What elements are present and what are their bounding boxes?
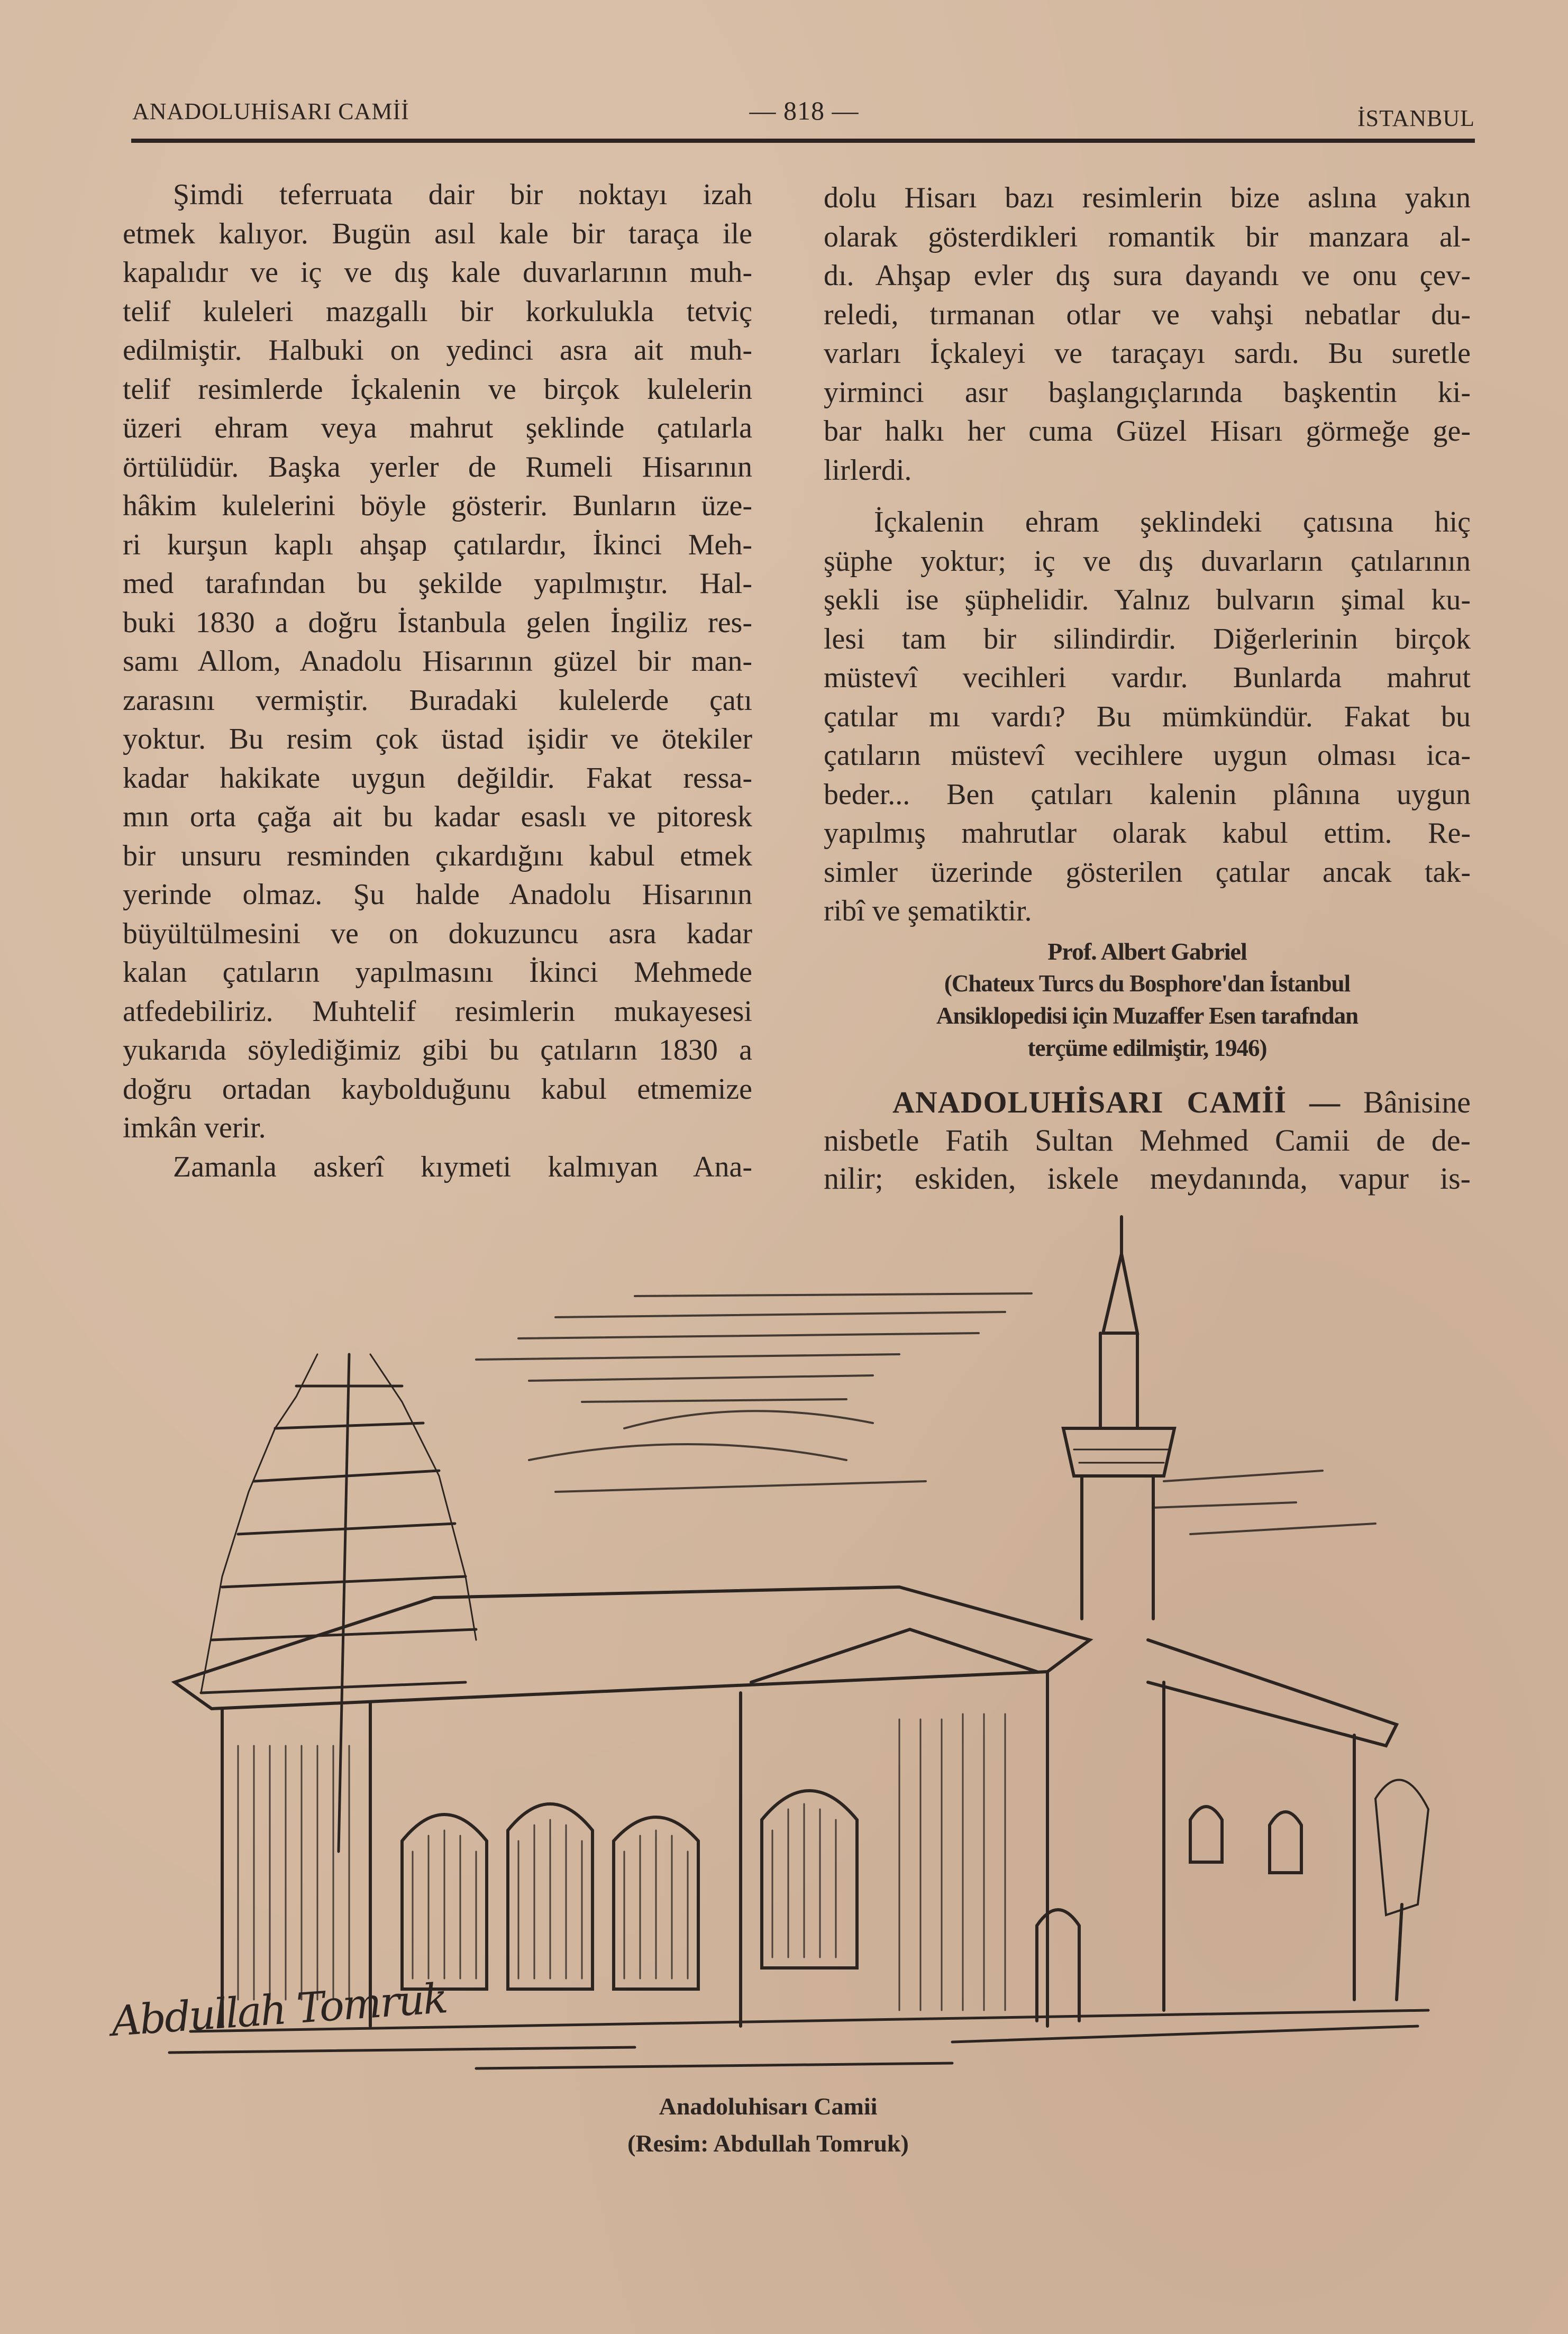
text-line: simler üzerinde gösterilen çatılar ancak tak-: [824, 855, 1471, 889]
text-line: dolu Hisarı bazı resimlerin bize aslına yakın: [824, 181, 1471, 214]
running-header-section: İSTANBUL: [1357, 105, 1475, 131]
text-line: kalan çatıların yapılmasını İkinci Mehmede: [123, 956, 752, 989]
text-line: ribî ve şematiktir.: [824, 895, 1032, 927]
figure-caption-title: Anadoluhisarı Camii: [659, 2093, 878, 2120]
entry-dash: —: [1309, 1084, 1341, 1119]
entry-heading: ANADOLUHİSARI CAMİİ: [892, 1084, 1287, 1119]
text-line: dı. Ahşap evler dış sura dayandı ve onu çev-: [824, 259, 1471, 292]
text-line: müstevî vecihleri vardır. Bunlarda mahrut: [824, 661, 1471, 694]
tree-drawing: [201, 1354, 476, 1852]
text-line: örtülüdür. Başka yerler de Rumeli Hisarının: [123, 450, 752, 484]
text-line: reledi, tırmanan otlar ve vahşi nebatlar du-: [824, 298, 1471, 331]
text-line: mın orta çağa ait bu kadar esaslı ve pitoresk: [123, 800, 752, 833]
text-line: bir unsuru resminden çıkardığını kabul etmek: [123, 839, 752, 872]
text-line: lirlerdi.: [824, 453, 912, 487]
text-line: olarak gösterdikleri romantik bir manzara al-: [824, 220, 1471, 253]
sky-hatching: [476, 1293, 1375, 1534]
text-line: buki 1830 a doğru İstanbula gelen İngiliz res-: [123, 606, 752, 639]
text-line: ri kurşun kaplı ahşap çatılardır, İkinci Meh-: [123, 528, 752, 561]
text-line: çatıların müstevî vecihlere uygun olması ica-: [824, 739, 1471, 772]
text-line: şekli ise şüphelidir. Yalnız bulvarın şimal ku-: [824, 584, 1471, 616]
text-line: yerinde olmaz. Şu halde Anadolu Hisarının: [123, 878, 752, 911]
source-line: terçüme edilmiştir, 1946): [1027, 1034, 1267, 1061]
text-line: Şimdi teferruata dair bir noktayı izah: [173, 178, 752, 211]
text-line: kadar hakikate uygun değildir. Fakat ressa-: [123, 761, 752, 795]
text-line: yukarıda söylediğimiz gibi bu çatıların 1830 a: [123, 1034, 752, 1066]
source-line: (Chateux Turcs du Bosphore'dan İstanbul: [944, 970, 1351, 997]
text-line: yirminci asır başlangıçlarında başkentin ki-: [824, 376, 1471, 409]
text-line: imkân verir.: [123, 1111, 266, 1144]
text-line: telif kuleleri mazgallı bir korkulukla tetviç: [123, 295, 752, 328]
artist-signature: Abdullah Tomruk: [110, 1974, 448, 2046]
mosque-building-drawing: [175, 1587, 1428, 2026]
text-line: İçkalenin ehram şeklindeki çatısına hiç: [874, 506, 1471, 539]
text-line: med tarafından bu şekilde yapılmıştır. Hal-: [123, 567, 752, 600]
text-line: yoktur. Bu resim çok üstad işidir ve ötekiler: [123, 723, 752, 755]
entry-line: nilir; eskiden, iskele meydanında, vapur is-: [824, 1161, 1471, 1196]
text-line: lesi tam bir silindirdir. Diğerlerinin birçok: [824, 622, 1471, 655]
entry-line: nisbetle Fatih Sultan Mehmed Camii de de-: [824, 1123, 1471, 1157]
text-line: bar halkı her cuma Güzel Hisarı görmeğe ge-: [824, 415, 1471, 448]
text-line: yapılmış mahrutlar olarak kabul ettim. Re-: [824, 817, 1471, 850]
text-line: çatılar mı vardı? Bu mümkündür. Fakat bu: [824, 700, 1471, 733]
text-line: şüphe yoktur; iç ve dış duvarların çatılarının: [824, 544, 1471, 578]
source-line: Ansiklopedisi için Muzaffer Esen tarafndan: [936, 1002, 1359, 1029]
text-line: Zamanla askerî kıymeti kalmıyan Ana-: [173, 1150, 752, 1183]
text-line: üzeri ehram veya mahrut şeklinde çatılarla: [123, 412, 752, 444]
article-author: Prof. Albert Gabriel: [1047, 937, 1247, 965]
text-line: beder... Ben çatıları kalenin plânına uygun: [824, 778, 1471, 811]
text-line: zarasını vermiştir. Buradaki kulelerde çatı: [123, 683, 752, 717]
text-line: edilmiştir. Halbuki on yedinci asra ait muh-: [123, 334, 752, 367]
entry-text: Bânisine: [1363, 1084, 1471, 1119]
figure-caption-credit: (Resim: Abdullah Tomruk): [627, 2130, 909, 2157]
running-header-title: ANADOLUHİSARI CAMİİ: [132, 98, 409, 124]
text-line: kapalıdır ve iç ve dış kale duvarlarının muh-: [123, 256, 752, 289]
text-line: atfedebiliriz. Muhtelif resimlerin mukayesesi: [123, 995, 752, 1028]
text-line: telif resimlerde İçkalenin ve birçok kulelerin: [123, 372, 752, 406]
text-line: varları İçkaleyi ve taraçayı sardı. Bu suretle: [824, 337, 1471, 370]
minaret-drawing: [1063, 1217, 1174, 1619]
text-line: doğru ortadan kaybolduğunu kabul etmemize: [123, 1072, 752, 1106]
text-line: etmek kalıyor. Bugün asıl kale bir taraça ile: [123, 217, 752, 250]
shading-hatching: [238, 1714, 1005, 2010]
text-line: büyültülmesini ve on dokuzuncu asra kadar: [123, 917, 752, 950]
text-line: samı Allom, Anadolu Hisarının güzel bir man-: [123, 645, 752, 678]
page-number: — 818 —: [749, 96, 859, 125]
text-line: hâkim kulelerini böyle gösterir. Bunların üze-: [123, 489, 752, 522]
